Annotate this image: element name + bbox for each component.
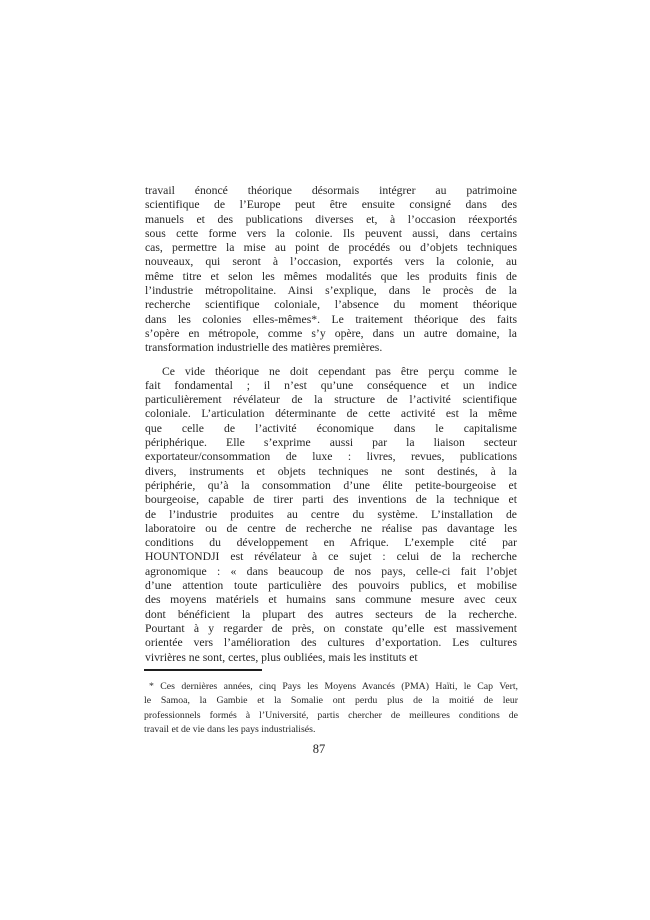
- text-line: agronomique : « dans beaucoup de nos pays, celle-ci fait l’objet: [145, 564, 517, 578]
- text-line: scientifique de l’Europe peut être ensuite consigné dans des: [145, 198, 517, 212]
- text-line: HOUNTONDJI est révélateur à ce sujet : celui de la recherche: [145, 550, 517, 564]
- text-line: Ce vide théorique ne doit cependant pas être perçu comme le: [162, 364, 517, 378]
- text-line: de l’industrie produites au centre du système. L’installation de: [145, 507, 517, 521]
- footnote: [144, 669, 518, 738]
- page-number: 87: [312, 742, 326, 756]
- text-line: Pourtant à y regarder de près, on constate qu’elle est massivement: [145, 621, 517, 635]
- text-line: cas, permettre la mise au point de procédés ou d’objets techniques: [145, 241, 517, 255]
- text-line: s’opère en métropole, comme s’y opère, dans un autre domaine, la: [145, 326, 517, 340]
- footnote-separator-rule: [144, 669, 262, 671]
- text-line: dont bénéficient la plupart des autres secteurs de la recherche.: [145, 607, 517, 621]
- text-line: orientée vers l’amélioration des cultures d’exportation. Les cultures: [145, 636, 517, 650]
- text-line: manuels et des publications diverses et, à l’occasion réexportés: [145, 212, 517, 226]
- text-line: fait fondamental ; il n’est qu’une conséquence et un indice: [145, 378, 517, 392]
- text-line: coloniale. L’articulation déterminante de cette activité est la même: [145, 407, 517, 421]
- text-line: dans les colonies elles-mêmes*. Le traitement théorique des faits: [145, 312, 517, 326]
- text-line: périphérie, qu’à la consommation d’une élite petite-bourgeoise et: [145, 478, 517, 492]
- text-line: même titre et selon les mêmes modalités que les produits finis de: [145, 269, 517, 283]
- text-line: exportateur/consommation de luxe : livres, revues, publications: [145, 450, 517, 464]
- text-line: particulièrement révélateur de la structure de l’activité scientifique: [145, 393, 517, 407]
- text-line: transformation industrielle des matières premières.: [145, 341, 383, 355]
- text-line: l’industrie métropolitaine. Ainsi s’explique, dans le procès de la: [145, 284, 517, 298]
- text-line: que celle de l’activité économique dans le capitalisme: [145, 421, 517, 435]
- paragraph-1: [145, 184, 517, 356]
- text-line: professionnels formés à l’Université, partis chercher de meilleures conditions de: [144, 709, 518, 721]
- text-line: d’une attention toute particulière des pouvoirs publics, et mobilise: [145, 579, 517, 593]
- text-line: nouveaux, qui seront à l’occasion, exportés vers la colonie, au: [145, 255, 517, 269]
- text-line: périphérique. Elle s’exprime aussi par la liaison secteur: [145, 436, 517, 450]
- text-line: bourgeoise, capable de tirer parti des inventions de la technique et: [145, 493, 517, 507]
- page-body: [145, 184, 517, 665]
- text-line: divers, instruments et objets techniques ne sont destinés, à la: [145, 464, 517, 478]
- text-line: travail et de vie dans les pays industrialisés.: [144, 724, 316, 736]
- text-line: des moyens matériels et humains sans commune mesure avec ceux: [145, 593, 517, 607]
- text-line: travail énoncé théorique désormais intégrer au patrimoine: [145, 184, 517, 197]
- paragraph-2: [145, 365, 517, 665]
- text-line: vivrières ne sont, certes, plus oubliées, mais les instituts et: [145, 650, 418, 664]
- text-line: le Samoa, la Gambie et la Somalie ont perdu plus de la moitié de leur: [144, 695, 518, 707]
- text-line: * Ces dernières années, cinq Pays les Moyens Avancés (PMA) Haïti, le Cap Vert,: [149, 680, 518, 692]
- text-line: conditions du développement en Afrique. L’exemple cité par: [145, 536, 517, 550]
- text-line: sous cette forme vers la colonie. Ils peuvent aussi, dans certains: [145, 226, 517, 240]
- text-line: laboratoire ou de centre de recherche ne réalise pas davantage les: [145, 521, 517, 535]
- text-line: recherche scientifique coloniale, l’absence du moment théorique: [145, 298, 517, 312]
- footnote-text: [144, 680, 518, 738]
